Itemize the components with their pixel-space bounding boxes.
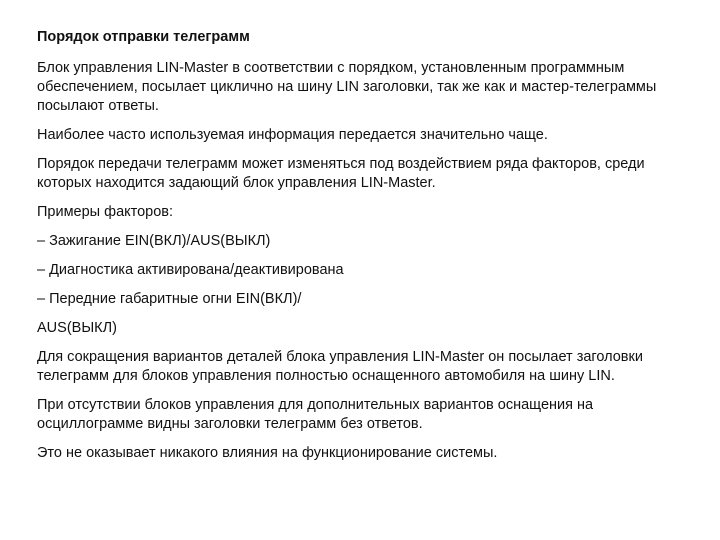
paragraph-variant-reduction: Для сокращения вариантов деталей блока управления LIN-Master он посылает заголовки телеграмм для блоков управления полностью оснащенного автомобиля на шину LIN.: [37, 349, 643, 384]
list-item-ignition: – Зажигание EIN(ВКЛ)/AUS(ВЫКЛ): [37, 233, 271, 249]
paragraph-frequent-info: Наиболее часто используемая информация передается значительно чаще.: [37, 127, 548, 143]
paragraph-no-impact: Это не оказывает никакого влияния на функционирование системы.: [37, 445, 498, 461]
list-item-front-lights-continued: AUS(ВЫКЛ): [37, 320, 117, 336]
list-item-front-lights: – Передние габаритные огни EIN(ВКЛ)/: [37, 291, 302, 307]
document-title: Порядок отправки телеграмм: [37, 29, 250, 45]
paragraph-lin-master-headers: Блок управления LIN-Master в соответствии с порядком, установленным программным обеспечением, посылает циклично на шину LIN заголовки, так же как и мастер-телеграммы посылают ответы.: [37, 60, 657, 114]
paragraph-missing-units: При отсутствии блоков управления для дополнительных вариантов оснащения на осциллограмме видны заголовки телеграмм без ответов.: [37, 397, 594, 432]
list-item-diagnostics: – Диагностика активирована/деактивирована: [37, 262, 344, 278]
paragraph-factor-examples-heading: Примеры факторов:: [37, 204, 174, 220]
paragraph-order-factors: Порядок передачи телеграмм может изменяться под воздействием ряда факторов, среди которых находится задающий блок управления LIN-Master.: [37, 156, 645, 191]
